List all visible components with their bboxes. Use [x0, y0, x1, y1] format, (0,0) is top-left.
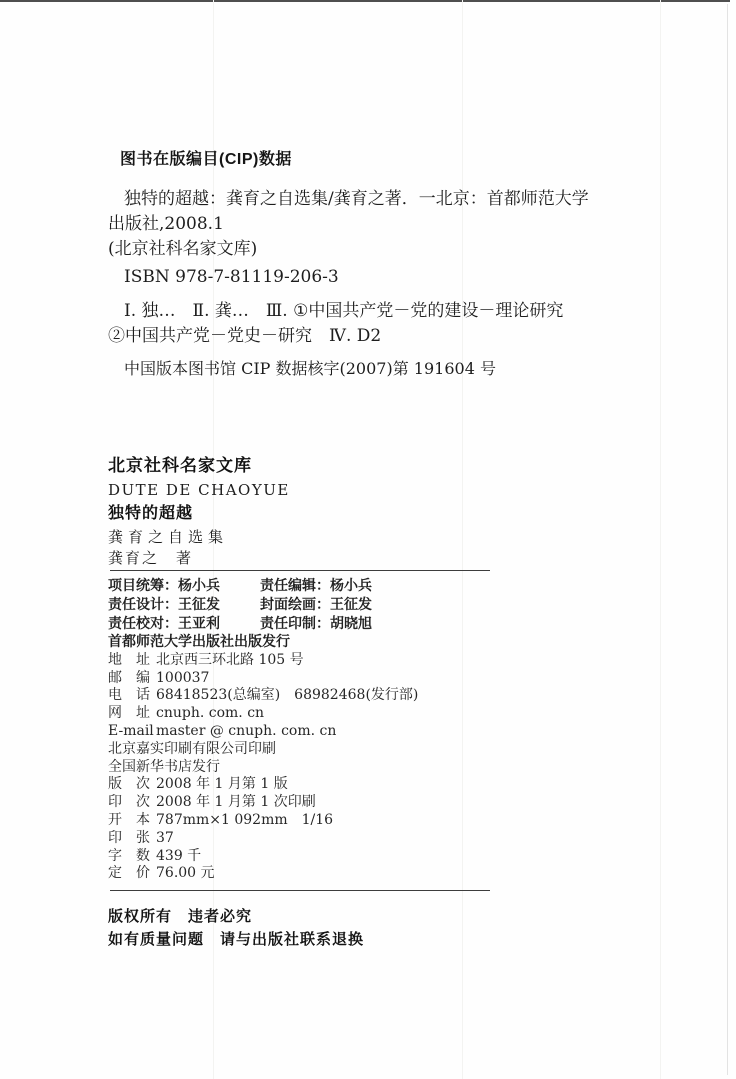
colophon-value: 787mm×1 092mm 1/16: [156, 811, 334, 828]
cip-record-line: 独特的超越：龚育之自选集/龚育之著．一北京：首都师范大学: [124, 189, 589, 209]
cip-record: [108, 187, 668, 262]
credits-row: [108, 615, 668, 634]
colophon-label: 网 址: [108, 705, 150, 722]
credits-row: [108, 577, 668, 596]
colophon-label: 版 次: [108, 776, 150, 793]
colophon-label: 字 数: [108, 847, 150, 864]
colophon-value: cnuph. com. cn: [156, 705, 265, 722]
cip-registration: 中国版本图书馆 CIP 数据核字(2007)第 191604 号: [124, 359, 496, 378]
credit-item: 责任编辑：杨小兵: [260, 578, 372, 594]
colophon-value: 439 千: [156, 847, 202, 864]
colophon-value: 全国新华书店发行: [108, 758, 220, 775]
scan-edge-right: [727, 4, 728, 1075]
cip-classification: [108, 299, 668, 349]
colophon-value: 2008 年 1 月第 1 次印刷: [156, 794, 316, 811]
credit-item: 项目统筹：杨小兵: [108, 578, 220, 594]
colophon-row: [108, 865, 668, 883]
divider-rule-top: [110, 570, 490, 571]
colophon-label: 电 话: [108, 687, 150, 704]
colophon-value: 首都师范大学出版社出版发行: [108, 634, 290, 650]
cip-block: [108, 150, 668, 379]
colophon-label: 印 次: [108, 794, 150, 811]
isbn-line: ISBN 978-7-81119-206-3: [124, 267, 339, 287]
cip-record-line: 出版社,2008.1: [108, 214, 224, 234]
colophon-value: 北京西三环北路 105 号: [156, 651, 304, 668]
colophon-value: 100037: [156, 669, 210, 686]
copyright-notices: [108, 905, 668, 951]
credit-item: 责任印制：胡晓旭: [260, 616, 372, 632]
colophon-value: 37: [156, 829, 174, 846]
book-title: 独特的超越: [108, 505, 194, 522]
colophon-block: [108, 634, 668, 883]
colophon-row: [108, 794, 668, 812]
copyright-notice-line: 版权所有 违者必究: [108, 908, 253, 926]
book-subtitle: 龚育之自选集: [108, 528, 229, 546]
series-name: 北京社科名家文库: [108, 456, 252, 475]
colophon-row: [108, 705, 668, 723]
scan-edge-top: [0, 0, 730, 2]
colophon-label: 印 张: [108, 829, 150, 846]
credit-item: 责任设计：王征发: [108, 597, 220, 613]
credit-item: 封面绘画：王征发: [260, 597, 372, 613]
cip-heading: 图书在版编目(CIP)数据: [120, 151, 292, 168]
colophon-row: [108, 652, 668, 670]
title-pinyin: DUTE DE CHAOYUE: [108, 481, 290, 499]
colophon-row: [108, 812, 668, 830]
colophon-row: [108, 830, 668, 848]
colophon-label: E-mail: [108, 722, 154, 739]
book-author: 龚育之 著: [108, 549, 194, 567]
copyright-notice-line: 如有质量问题 请与出版社联系退换: [108, 931, 365, 949]
colophon-value: 2008 年 1 月第 1 版: [156, 776, 288, 793]
colophon-row: [108, 776, 668, 794]
colophon-value: 76.00 元: [156, 865, 215, 882]
colophon-row: [108, 741, 668, 759]
colophon-row: [108, 670, 668, 688]
credits-row: [108, 596, 668, 615]
colophon-row: [108, 687, 668, 705]
colophon-value: 北京嘉实印刷有限公司印刷: [108, 740, 276, 757]
page-content: [108, 150, 668, 951]
title-block: [108, 453, 668, 568]
cip-classification-line: Ⅰ. 独… Ⅱ. 龚… Ⅲ. ①中国共产党－党的建设－理论研究: [124, 301, 564, 321]
colophon-row: [108, 634, 668, 652]
credit-item: 责任校对：王亚利: [108, 616, 220, 632]
divider-rule-bottom: [110, 890, 490, 891]
colophon-row: [108, 723, 668, 741]
colophon-row: [108, 848, 668, 866]
colophon-value: 68418523(总编室) 68982468(发行部): [156, 687, 419, 704]
colophon-value: master @ cnuph. com. cn: [156, 722, 337, 739]
colophon-label: 地 址: [108, 651, 150, 668]
credits-block: [108, 577, 668, 634]
cip-record-line: (北京社科名家文库): [108, 239, 258, 259]
colophon-label: 邮 编: [108, 669, 150, 686]
cip-classification-line: ②中国共产党－党史－研究 Ⅳ. D2: [108, 326, 382, 346]
colophon-label: 定 价: [108, 865, 150, 882]
colophon-label: 开 本: [108, 811, 150, 828]
colophon-row: [108, 759, 668, 777]
